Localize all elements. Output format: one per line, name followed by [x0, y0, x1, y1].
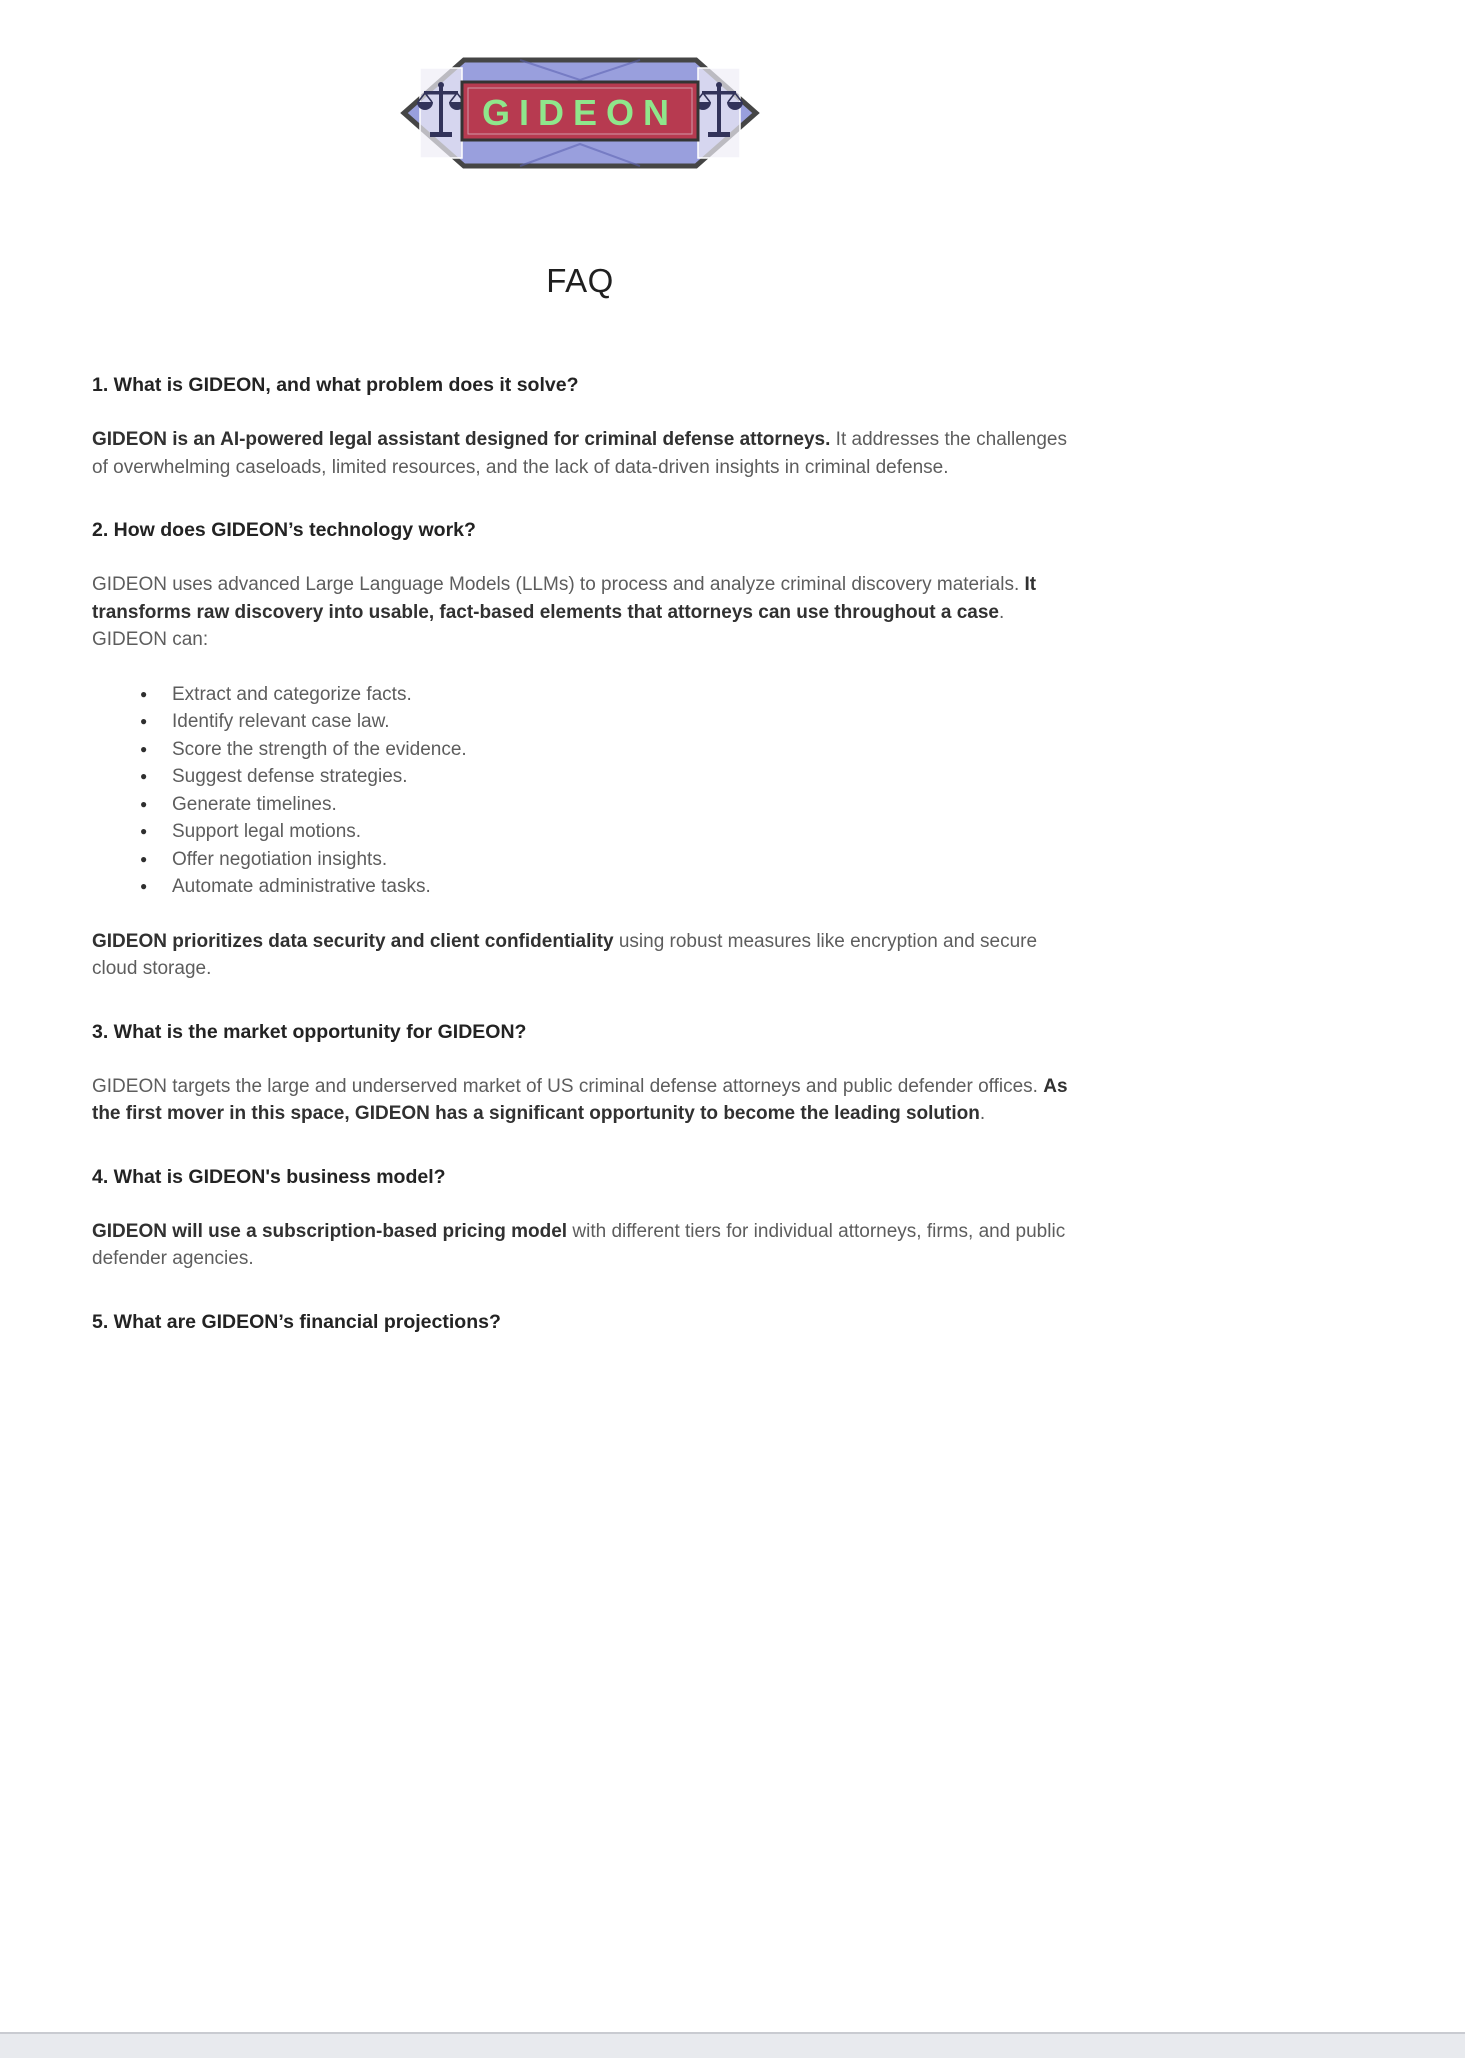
faq-section-3 [92, 1018, 1068, 1128]
bold-run: It transforms raw discovery into usable, fact-based elements that attorneys can use throughout a case [92, 574, 1037, 623]
bold-run: GIDEON is an AI-powered legal assistant designed for criminal defense attorneys. [92, 429, 831, 450]
text-run: GIDEON targets the large and underserved market of US criminal defense attorneys and public defender offices. [92, 1075, 1044, 1097]
answer-paragraph [92, 1073, 1068, 1128]
question-heading: 2. How does GIDEON’s technology work? [92, 519, 476, 541]
list-item: ● Score the strength of the evidence. [92, 736, 1068, 764]
faq-section-5 [92, 1308, 1068, 1336]
faq-section-1 [92, 371, 1068, 481]
question-heading: 4. What is GIDEON's business model? [92, 1165, 446, 1188]
text-run: GIDEON uses advanced Large Language Models (LLMs) to process and analyze criminal discovery materials. [92, 574, 1025, 595]
question-heading: 1. What is GIDEON, and what problem does it solve? [92, 374, 579, 396]
bold-run: As the first mover in this space, GIDEON has a significant opportunity to become the leading solution [92, 1075, 1068, 1124]
text-run: using robust measures like encryption and secure cloud storage. [92, 930, 1038, 979]
list-item: ● Identify relevant case law. [92, 708, 1068, 736]
gideon-logo [400, 52, 760, 174]
list-item: ● Offer negotiation insights. [92, 846, 1068, 874]
text-run: . GIDEON can: [92, 601, 1005, 650]
text-run: . [979, 1103, 986, 1124]
text-run: It addresses the challenges of overwhelming caseloads, limited resources, and the lack of data-driven insights in criminal defense. [92, 429, 1067, 478]
document-page [0, 52, 1160, 1336]
capabilities-list [92, 681, 1068, 901]
logo-wordmark: GIDEON [481, 92, 679, 133]
list-item: ● Support legal motions. [92, 818, 1068, 846]
answer-paragraph [92, 571, 1068, 654]
answer-paragraph [92, 1218, 1068, 1273]
list-item: ● Extract and categorize facts. [92, 681, 1068, 709]
question-heading: 3. What is the market opportunity for GIDEON? [92, 1020, 527, 1043]
bold-run: GIDEON will use a subscription-based pricing model [92, 1220, 568, 1242]
bold-run: GIDEON prioritizes data security and client confidentiality [92, 930, 614, 952]
faq-section-2 [92, 516, 1068, 983]
faq-section-4 [92, 1163, 1068, 1273]
question-heading: 5. What are GIDEON’s financial projections? [92, 1310, 501, 1333]
answer-paragraph [92, 426, 1068, 481]
list-item: ● Automate administrative tasks. [92, 873, 1068, 901]
list-item: ● Suggest defense strategies. [92, 763, 1068, 791]
page-title: FAQ [546, 262, 614, 299]
list-item: ● Generate timelines. [92, 791, 1068, 819]
text-run: with different tiers for individual attorneys, firms, and public defender agencies. [92, 1220, 1066, 1269]
answer-paragraph [92, 928, 1068, 983]
page-edge-bar [0, 2032, 1465, 2058]
